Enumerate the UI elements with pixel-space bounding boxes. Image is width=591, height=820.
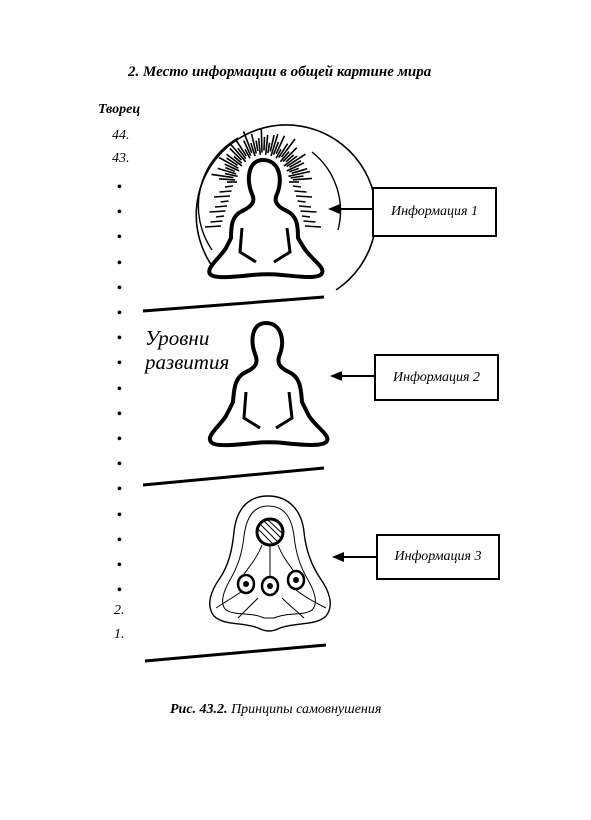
scale-dot: • [117,533,122,548]
figure-caption-number: Рис. 43.2. [170,702,228,717]
scale-dot: • [117,331,122,346]
info-box-2-label: Информация 2 [392,369,481,385]
scale-dot: • [117,432,122,447]
halo-ray [282,139,296,157]
figure-caption-text: Принципы самовнушения [231,702,382,717]
scale-dot: • [117,205,122,220]
halo-ray [302,216,310,217]
halo-ray [261,130,262,153]
halo-ray [211,221,223,222]
halo-ray [259,138,261,155]
scale-dot: • [117,180,122,195]
scale-dot: • [117,256,122,271]
page-heading: 2. Место информации в общей картине мира [128,64,432,80]
scale-level-44: 44. [112,128,130,143]
halo-ray [264,137,265,151]
scale-dot: • [117,230,122,245]
scale-level-1: 1. [114,627,125,642]
halo-ray [301,211,317,212]
halo-ray [205,226,221,227]
levels-label-line-2: развития [145,350,230,374]
scale-level-43: 43. [112,151,130,166]
halo-ray [298,201,306,202]
levels-label-line-1: Уровни [145,326,210,350]
scale-dot: • [117,583,122,598]
halo-ray [293,178,312,179]
meditating-figure-icon [210,323,328,445]
scale-dot: • [117,457,122,472]
scale-dot: • [117,382,122,397]
scale-dot: • [117,407,122,422]
arrow-icon [330,371,374,381]
halo-ray [293,186,301,187]
halo-ray [299,206,311,207]
info-box-1 [372,187,497,237]
arrow-icon [332,552,376,562]
halo-ray [219,179,235,180]
meditating-figure-with-halo-icon [196,125,376,290]
halo-ray [215,206,227,207]
halo-ray [283,148,297,162]
info-box-1-label: Информация 1 [390,204,479,219]
scale-dot: • [117,508,122,523]
scale-dot: • [117,482,122,497]
halo-ray [296,196,312,197]
info-box-3-label: Информация 3 [394,549,482,564]
level-divider-line [145,645,326,661]
halo-ray [210,211,226,212]
halo-ray [291,176,304,178]
halo-ray [295,191,307,192]
halo-ray [288,172,310,177]
halo-ray [220,191,232,192]
figure-caption [170,702,381,718]
scale-dot: • [117,356,122,371]
halo-ray [268,143,270,153]
scale-dot: • [117,558,122,573]
scale-dot: • [117,281,122,296]
scale-top-label: Творец [98,102,141,117]
arrow-icon [328,204,372,214]
halo-ray [305,226,321,227]
halo-ray [225,186,233,187]
halo-ray [304,221,316,222]
level-divider-line [143,468,324,485]
scale-level-2: 2. [114,603,125,618]
halo-ray [256,141,258,151]
halo-ray [216,216,224,217]
energy-body-figure-icon [210,496,331,631]
halo-ray [221,201,229,202]
info-box-2 [374,354,499,401]
scale-dot: • [117,306,122,321]
level-divider-line [143,297,324,311]
halo-ray [214,196,230,197]
info-box-3 [376,534,500,580]
